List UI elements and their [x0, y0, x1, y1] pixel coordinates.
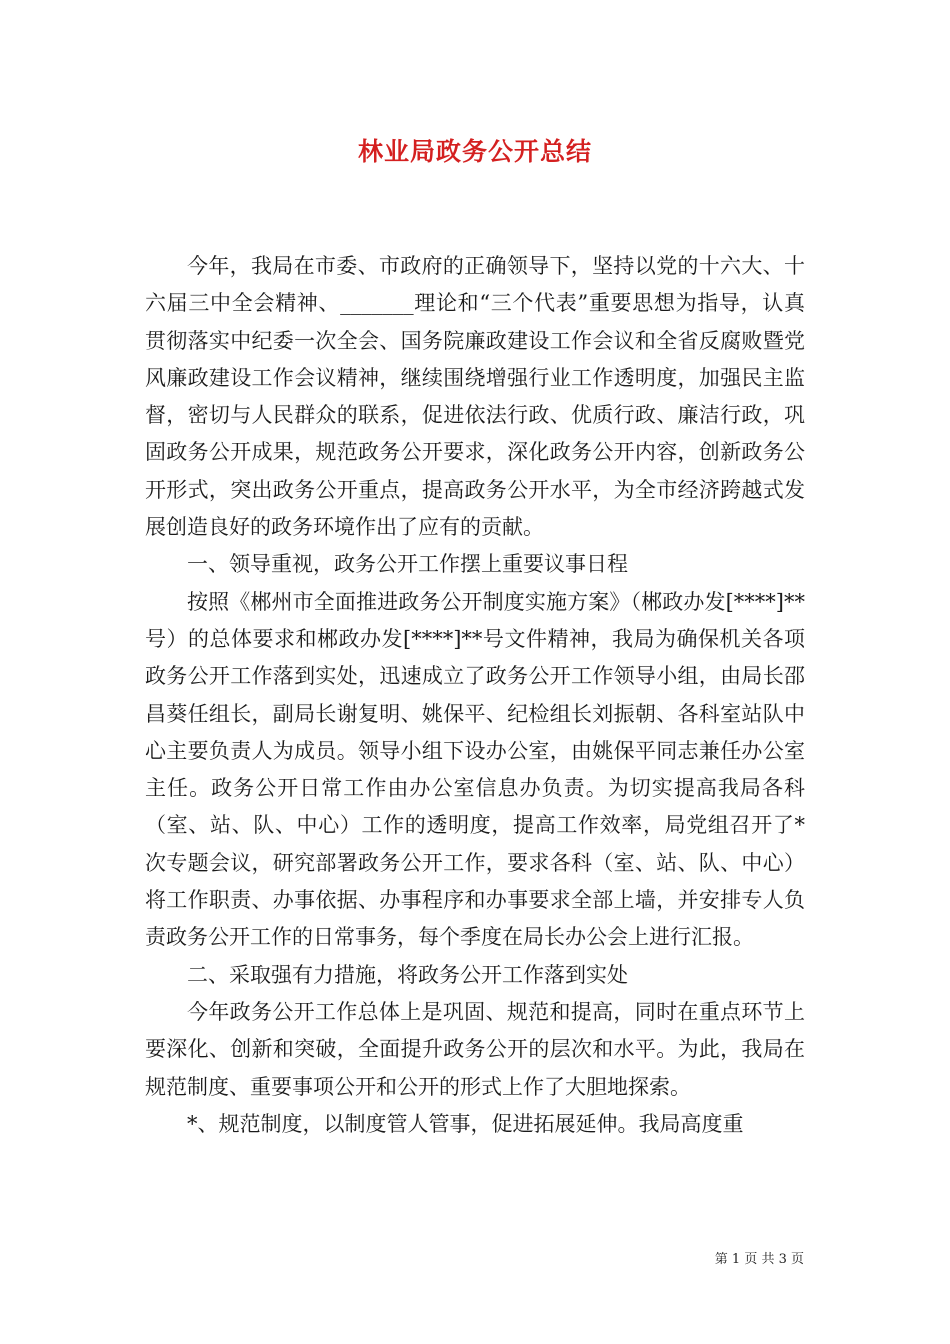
section-heading-1: 一、领导重视，政务公开工作摆上重要议事日程 — [187, 552, 628, 577]
page-indicator: 第 1 页 共 3 页 — [714, 1252, 804, 1267]
document-title: 林业局政务公开总结 — [357, 137, 592, 166]
paragraph-section-2: 今年政务公开工作总体上是巩固、规范和提高，同时在重点环节上要深化、创新和突破，全面提升政务公开的层次和水平。为此，我局在规范制度、重要事项公开和公开的形式上作了大胆地探索。 — [145, 999, 805, 1099]
paragraph-intro: 今年，我局在市委、市政府的正确领导下，坚持以党的十六大、十六届三中全会精神、_______理论和“三个代表”重要思想为指导，认真贯彻落实中纪委一次全会、国务院廉政建设工作会议和全省反腐败暨党风廉政建设工作会议精神，继续围绕增强行业工作透明度，加强民主监督，密切与人民群众的联系，促进依法行政、优质行政、廉洁行政，巩固政务公开成果，规范政务公开要求，深化政务公开内容，创新政务公开形式，突出政务公开重点，提高政务公开水平，为全市经济跨越式发展创造良好的政务环境作出了应有的贡献。 — [145, 254, 805, 540]
document-body — [145, 248, 805, 1143]
paragraph-subsection-1: *、规范制度，以制度管人管事，促进拓展延伸。我局高度重 — [187, 1111, 744, 1136]
paragraph-section-1: 按照《郴州市全面推进政务公开制度实施方案》（郴政办发[****]**号）的总体要求和郴政办发[****]**号文件精神，我局为确保机关各项政务公开工作落到实处，迅速成立了政务公开工作领导小组，由局长邵昌葵任组长，副局长谢复明、姚保平、纪检组长刘振朝、各科室站队中心主要负责人为成员。领导小组下设办公室，由姚保平同志兼任办公室主任。政务公开日常工作由办公室信息办负责。为切实提高我局各科（室、站、队、中心）工作的透明度，提高工作效率，局党组召开了*次专题会议，研究部署政务公开工作，要求各科（室、站、队、中心）将工作职责、办事依据、办事程序和办事要求全部上墙，并安排专人负责政务公开工作的日常事务，每个季度在局长办公会上进行汇报。 — [145, 589, 805, 950]
section-heading-2: 二、采取强有力措施，将政务公开工作落到实处 — [187, 962, 628, 987]
